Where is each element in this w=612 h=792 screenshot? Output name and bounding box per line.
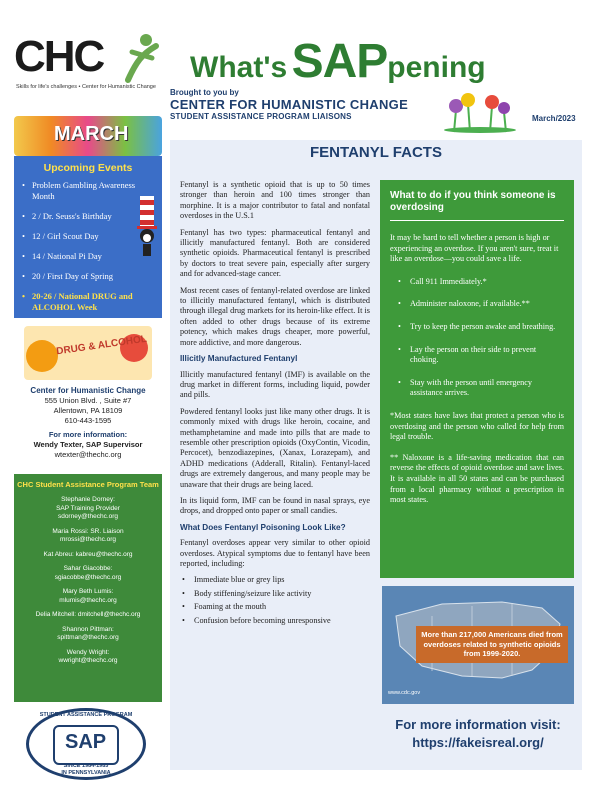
member-email-link[interactable]: mlumis@thechc.org <box>59 596 117 604</box>
paragraph: In its liquid form, IMF can be found in nasal sprays, eye drops, and dropped onto paper or small candies. <box>180 495 370 516</box>
member-email-link[interactable]: mrossi@thechc.org <box>59 536 117 543</box>
member-email-link[interactable]: spittman@thechc.org <box>57 634 119 641</box>
symptom-item: • Foaming at the mouth <box>180 602 370 612</box>
legal-note: *Most states have laws that protect a person who is overdosing and the person who called for help from legal trouble. <box>390 410 564 442</box>
events-title: Upcoming Events <box>43 162 133 174</box>
contact-more-info: For more information: <box>48 430 128 439</box>
whatdo-intro: It may be hard to tell whether a person is high or experiencing an overdose. If you aren't sure, treat it like an overdose—you could save a life. <box>390 233 559 264</box>
response-step: • Lay the person on their side to prevent choking. <box>390 345 564 366</box>
drug-week-text: DRUG & ALCOHOL <box>55 333 148 358</box>
article-column <box>180 180 370 629</box>
sap-pennsylvania-seal <box>26 708 146 780</box>
brought-by: Brought to you by <box>170 88 239 97</box>
org-name: CENTER FOR HUMANISTIC CHANGE <box>170 97 409 112</box>
logo-tagline: Skills for life's challenges • Center for Humanistic Change <box>16 84 156 90</box>
program-name: STUDENT ASSISTANCE PROGRAM LIAISONS <box>170 112 352 121</box>
paragraph: Powdered fentanyl looks just like many other drugs. It is commonly mixed with drugs like heroin, cocaine, and methamphetamine and made into pills that are made to resemble other prescription opioids (OxyContin, Vicodin, Percocet), benzodiazepines, (Xanax, Lorazepam), and ADHD medications (Adderall, Ritalin). Fentanyl-laced drugs are extremely dangerous, and many people may be unaware that their drugs are being laced. <box>180 406 370 489</box>
team-member <box>14 496 162 522</box>
masthead-title <box>190 34 486 89</box>
drug-week-graphic <box>24 326 152 380</box>
paragraph: Illicitly manufactured fentanyl (IMF) is available on the drug market in different forms, including liquid, powder and pills. <box>180 369 370 400</box>
seal-since: SINCE 1984-1985 <box>63 763 109 769</box>
section-heading-poisoning: What Does Fentanyl Poisoning Look Like? <box>180 522 346 532</box>
seal-sap-text: SAP <box>65 731 107 753</box>
month-label: MARCH <box>54 123 129 145</box>
overdose-map-image <box>382 586 574 704</box>
cat-in-hat-icon <box>136 196 158 256</box>
member-email-link[interactable]: Kat Abreu: kabreu@thechc.org <box>43 550 133 558</box>
member-email-link[interactable]: wwright@thechc.org <box>58 657 118 664</box>
team-member <box>14 528 162 545</box>
member-line: Maria Rossi: SR. Liaison <box>52 527 124 535</box>
masthead-whats: What's <box>190 51 288 84</box>
event-item-highlight: • 20-26 / National DRUG and ALCOHOL Week <box>20 291 156 313</box>
team-member <box>14 626 162 643</box>
contact-address2: Allentown, PA 18109 <box>53 406 123 415</box>
team-member <box>14 551 162 560</box>
march-banner <box>14 116 162 156</box>
team-member <box>14 565 162 582</box>
paragraph: Fentanyl overdoses appear very similar to other opioid overdoses. Atypical symptoms due to fentanyl have been reported, including: <box>180 538 370 568</box>
response-step: • Stay with the person until emergency assistance arrives. <box>390 378 564 399</box>
event-item: • 12 / Girl Scout Day <box>20 231 156 242</box>
member-email-link[interactable]: Delia Mitchell: dmitchell@thechc.org <box>35 611 141 618</box>
team-member <box>14 611 162 620</box>
masthead-pening: pening <box>387 51 486 84</box>
contact-email-link[interactable]: wtexter@thechc.org <box>54 450 122 459</box>
team-member <box>14 649 162 666</box>
event-item: • 14 / National Pi Day <box>20 251 156 262</box>
overdose-stat-banner: More than 217,000 Americans died from overdoses related to synthetic opioids from 1999-2020. <box>416 626 568 663</box>
paragraph: Fentanyl has two types: pharmaceutical fentanyl and illicitly manufactured fentanyl. Both are considered synthetic opioids. Pharmaceutical fentanyl is prescribed by doctors to treat severe pain, especially after surgery and for advanced-stage cancer. <box>180 227 370 279</box>
overdose-response-box <box>380 180 574 578</box>
response-step: • Administer naloxone, if available.** <box>390 299 564 310</box>
member-line: Sahar Giacobbe: <box>63 565 113 572</box>
section-heading-imf: Illicitly Manufactured Fentanyl <box>180 354 298 364</box>
team-title: CHC Student Assistance Program Team <box>17 480 159 489</box>
contact-org: Center for Humanistic Change <box>30 386 146 395</box>
chc-logo <box>14 30 164 100</box>
response-steps <box>390 277 564 399</box>
symptoms-list <box>180 575 370 626</box>
member-line: Wendy Wright: <box>66 648 110 656</box>
drug-alcohol-week-image <box>24 326 152 380</box>
paragraph: Fentanyl is a synthetic opioid that is up to 50 times stronger than heroin and 100 times stronger than morphine. It is a major contributor to fatal and nonfatal overdoses in the U.S.1 <box>180 180 370 221</box>
member-line: Mary Beth Lumis: <box>62 588 114 595</box>
spring-flowers-icon <box>440 86 520 134</box>
member-line: SAP Training Provider <box>56 504 120 512</box>
contact-phone: 610-443-1595 <box>64 416 112 425</box>
member-email-link[interactable]: sdorney@thechc.org <box>57 513 119 520</box>
symptom-item: • Immediate blue or grey lips <box>180 575 370 585</box>
response-step: • Call 911 Immediately.* <box>390 277 564 288</box>
contact-address1: 555 Union Blvd. , Suite #7 <box>44 396 132 405</box>
seal-ring-text: STUDENT ASSISTANCE PROGRAM <box>39 712 133 718</box>
event-item: • Problem Gambling Awareness Month <box>20 180 156 202</box>
symptom-item: • Body stiffening/seizure like activity <box>180 589 370 599</box>
response-step: • Try to keep the person awake and breathing. <box>390 322 564 333</box>
contact-supervisor: Wendy Texter, SAP Supervisor <box>33 440 143 449</box>
seal-inner <box>53 725 119 765</box>
symptom-item: • Confusion before becoming unresponsive <box>180 616 370 626</box>
divider <box>390 220 564 221</box>
footer-more-info <box>380 716 576 752</box>
contact-block <box>14 386 162 460</box>
map-source: www.cdc.gov <box>388 690 421 696</box>
logo-text: CHC <box>14 32 104 81</box>
event-item: • 20 / First Day of Spring <box>20 271 156 282</box>
footer-visit-label: For more information visit: <box>395 717 561 732</box>
member-line: Shannon Pittman: <box>62 625 114 633</box>
footer-url-link[interactable]: https://fakeisreal.org/ <box>412 735 544 750</box>
article-title: FENTANYL FACTS <box>310 144 442 161</box>
event-item: • 2 / Dr. Seuss's Birthday <box>20 211 156 222</box>
paragraph: Most recent cases of fentanyl-related overdose are linked to illicitly manufactured fentanyl, which is distributed through illegal drug markets for its heroin-like effect. It is often added to other drugs because of its extreme potency, which makes drugs cheaper, more powerful, more addictive, and more dangerous. <box>180 285 370 347</box>
person-figure-icon <box>122 32 162 84</box>
sap-team-panel <box>14 474 162 702</box>
team-member <box>14 588 162 605</box>
whatdo-title: What to do if you think someone is overdosing <box>390 190 556 213</box>
member-line: Stephanie Dorney: <box>61 496 115 503</box>
issue-date: March/2023 <box>532 114 576 123</box>
seal-state: IN PENNSYLVANIA <box>61 770 111 776</box>
naloxone-note: ** Naloxone is a life-saving medication that can reverse the effects of opioid overdose and save lives. It is available in all 50 states and can be purchased from a local pharmacy without a prescription in most states. <box>390 452 564 505</box>
member-email-link[interactable]: sgiacobbe@thechc.org <box>54 573 122 581</box>
masthead-sap: SAP <box>291 35 388 88</box>
